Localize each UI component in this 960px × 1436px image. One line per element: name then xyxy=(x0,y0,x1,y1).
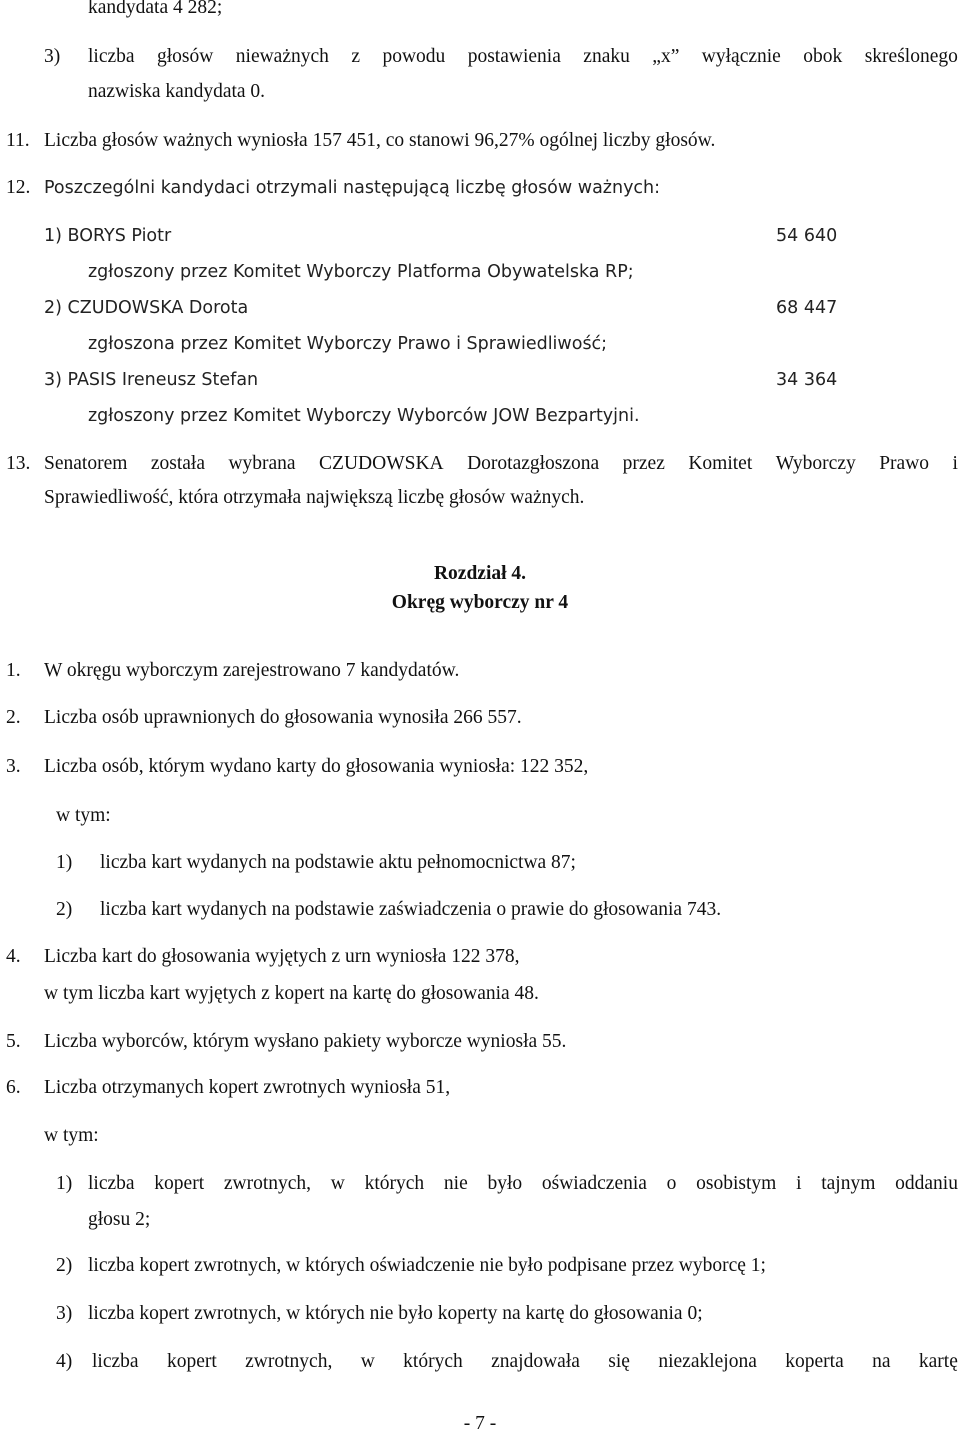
word: wybrana xyxy=(228,453,296,474)
candidate-3-name: 3) PASIS Ireneusz Stefan xyxy=(44,370,259,390)
item-3-line2: nazwiska kandydata 0. xyxy=(88,81,266,102)
word: liczba xyxy=(88,1173,135,1194)
item-3b-sub2-text: liczba kart wydanych na podstawie zaświadczenia o prawie do głosowania 743. xyxy=(100,899,722,920)
word: oświadczenia xyxy=(541,1173,647,1194)
word: CZUDOWSKA xyxy=(319,453,444,474)
word: kopert xyxy=(166,1351,217,1372)
item-3b-wtym: w tym: xyxy=(56,805,111,826)
candidate-2-committee: zgłoszona przez Komitet Wyborczy Prawo i Sprawiedliwość; xyxy=(88,334,608,354)
item-3b-text: Liczba osób, którym wydano karty do głosowania wyniosła: 122 352, xyxy=(44,756,589,777)
word: zwrotnych, xyxy=(245,1351,333,1372)
item-4-num: 4. xyxy=(6,946,21,967)
item-3b-sub1-text: liczba kart wydanych na podstawie aktu pełnomocnictwa 87; xyxy=(100,852,576,873)
word: o xyxy=(666,1173,677,1194)
word: których xyxy=(403,1351,463,1372)
word: Dorotazgłoszona xyxy=(467,453,600,474)
word: w xyxy=(360,1351,375,1372)
item-3b-sub2-num: 2) xyxy=(56,899,73,920)
candidate-2-votes: 68 447 xyxy=(776,298,838,318)
word: skreślonego xyxy=(864,46,958,67)
para-13-num: 13. xyxy=(6,453,31,474)
para-12-num: 12. xyxy=(6,177,31,198)
word: oddaniu xyxy=(895,1173,958,1194)
word: nie xyxy=(443,1173,468,1194)
word: liczba xyxy=(92,1351,139,1372)
word: tajnym xyxy=(821,1173,876,1194)
chapter-title: Rozdział 4. xyxy=(433,563,527,584)
item-2-num: 2. xyxy=(6,707,21,728)
item-3-line1 xyxy=(88,45,958,69)
word: Komitet xyxy=(688,453,753,474)
word: kartę xyxy=(918,1351,958,1372)
candidate-1-name: 1) BORYS Piotr xyxy=(44,226,172,246)
item-6-sub1-line2: głosu 2; xyxy=(88,1209,151,1230)
item-3-num: 3) xyxy=(44,46,61,67)
item-3b-num: 3. xyxy=(6,756,21,777)
word: Wyborczy xyxy=(775,453,856,474)
candidate-3-votes: 34 364 xyxy=(776,370,838,390)
word: się xyxy=(608,1351,630,1372)
word: głosów xyxy=(157,46,214,67)
word: zwrotnych, xyxy=(223,1173,312,1194)
item-1-num: 1. xyxy=(6,660,21,681)
page-number: - 7 - xyxy=(463,1413,497,1434)
word: znaku xyxy=(583,46,630,67)
item-4-text: Liczba kart do głosowania wyjętych z urn wyniosła 122 378, xyxy=(44,946,520,967)
line-candidate-tail: kandydata 4 282; xyxy=(88,0,223,18)
word: wyłącznie xyxy=(701,46,781,67)
para-13-line1 xyxy=(44,452,958,476)
word: przez xyxy=(622,453,665,474)
word: i xyxy=(796,1173,802,1194)
item-6-sub2-text: liczba kopert zwrotnych, w których oświadczenie nie było podpisane przez wyborcę 1; xyxy=(88,1255,766,1276)
para-13-line2: Sprawiedliwość, która otrzymała największą liczbę głosów ważnych. xyxy=(44,487,585,508)
para-12-text: Poszczególni kandydaci otrzymali następującą liczbę głosów ważnych: xyxy=(44,178,661,198)
item-5-num: 5. xyxy=(6,1031,21,1052)
word: kopert xyxy=(154,1173,205,1194)
word: w xyxy=(330,1173,345,1194)
word: których xyxy=(364,1173,425,1194)
candidate-3-committee: zgłoszony przez Komitet Wyborczy Wyborców JOW Bezpartyjni. xyxy=(88,406,640,426)
item-6-sub4-line1 xyxy=(92,1350,958,1374)
item-6-text: Liczba otrzymanych kopert zwrotnych wyniosła 51, xyxy=(44,1077,451,1098)
chapter-subtitle: Okręg wyborczy nr 4 xyxy=(391,592,569,613)
word: znajdowała xyxy=(491,1351,580,1372)
word: było xyxy=(487,1173,523,1194)
word: Senatorem xyxy=(44,453,128,474)
item-6-num: 6. xyxy=(6,1077,21,1098)
item-6-sub3-text: liczba kopert zwrotnych, w których nie było koperty na kartę do głosowania 0; xyxy=(88,1303,703,1324)
item-6-sub1-num: 1) xyxy=(56,1173,73,1194)
word: osobistym xyxy=(696,1173,777,1194)
word: z xyxy=(351,46,360,67)
word: koperta xyxy=(785,1351,844,1372)
word: liczba xyxy=(88,46,135,67)
word: została xyxy=(150,453,205,474)
para-11-num: 11. xyxy=(6,130,30,151)
candidate-2-name: 2) CZUDOWSKA Dorota xyxy=(44,298,249,318)
item-6-sub4-num: 4) xyxy=(56,1351,73,1372)
word: postawienia xyxy=(467,46,561,67)
item-2-text: Liczba osób uprawnionych do głosowania wynosiła 266 557. xyxy=(44,707,522,728)
item-6-sub1-line1 xyxy=(88,1172,958,1196)
item-6-sub2-num: 2) xyxy=(56,1255,73,1276)
word: „x” xyxy=(652,46,680,67)
word: i xyxy=(952,453,958,474)
word: obok xyxy=(803,46,843,67)
item-6-sub3-num: 3) xyxy=(56,1303,73,1324)
word: nieważnych xyxy=(235,46,329,67)
item-4-line2: w tym liczba kart wyjętych z kopert na kartę do głosowania 48. xyxy=(44,983,539,1004)
word: na xyxy=(872,1351,891,1372)
para-11-text: Liczba głosów ważnych wyniosła 157 451, co stanowi 96,27% ogólnej liczby głosów. xyxy=(44,130,716,151)
item-5-text: Liczba wyborców, którym wysłano pakiety wyborcze wyniosła 55. xyxy=(44,1031,567,1052)
candidate-1-votes: 54 640 xyxy=(776,226,838,246)
item-3b-sub1-num: 1) xyxy=(56,852,73,873)
candidate-1-committee: zgłoszony przez Komitet Wyborczy Platforma Obywatelska RP; xyxy=(88,262,634,282)
word: niezaklejona xyxy=(658,1351,757,1372)
item-1-text: W okręgu wyborczym zarejestrowano 7 kandydatów. xyxy=(44,660,460,681)
word: powodu xyxy=(382,46,446,67)
item-6-wtym: w tym: xyxy=(44,1125,99,1146)
word: Prawo xyxy=(879,453,930,474)
